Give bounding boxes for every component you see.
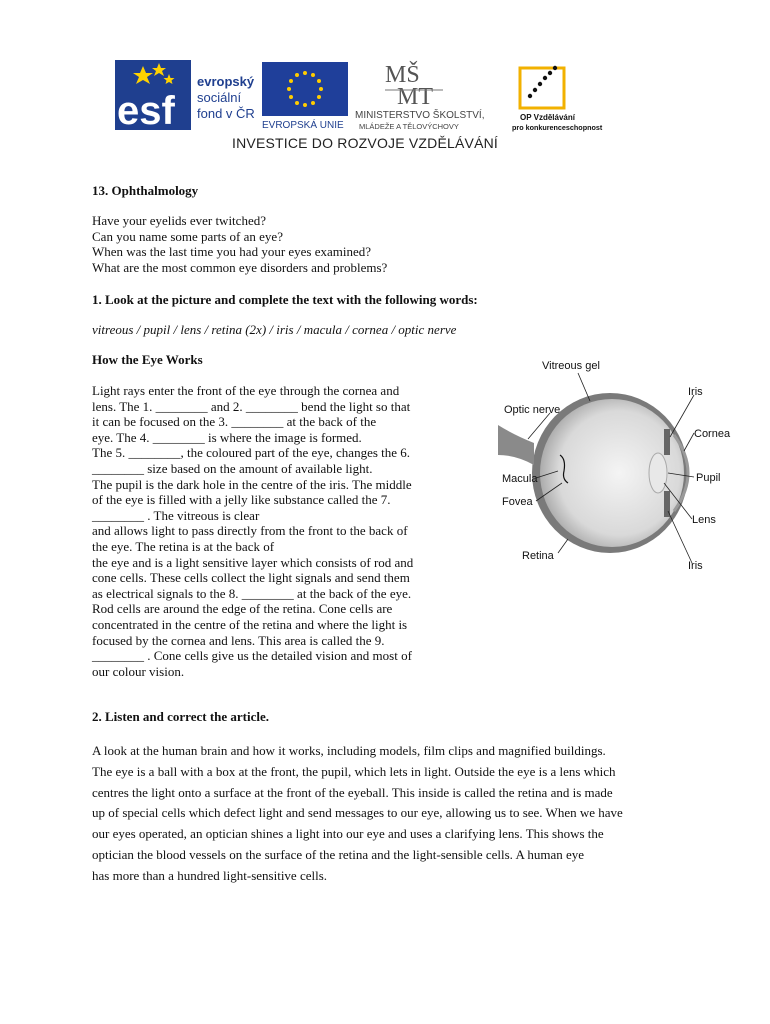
text-line: of the eye is filled with a jelly like substance called the 7. [92,492,391,508]
svg-text:MT: MT [397,84,433,110]
text-line: ________ . The vitreous is clear [92,507,260,523]
msmt-logo [355,60,500,132]
text-line: Rod cells are around the edge of the retina. Cone cells are [92,601,393,617]
text-line: focused by the cornea and lens. This area is called the 9. [92,632,385,648]
text-line: lens. The 1. ________ and 2. ________ bend the light so that [92,398,411,414]
text-line: the eye. The retina is at the back of [92,538,275,554]
text-line: concentrated in the centre of the retina and where the light is [92,616,408,632]
question: Can you name some parts of an eye? [92,228,283,244]
lens-shape [649,453,667,493]
svg-text:fond v ČR: fond v ČR [197,106,255,121]
text-line: The 5. ________, the coloured part of the eye, changes the 6. [92,445,411,461]
svg-text:MLÁDEŽE A TĚLOVÝCHOVY: MLÁDEŽE A TĚLOVÝCHOVY [359,122,459,131]
article-line: has more than a hundred light-sensitive cells. [92,867,328,883]
text-line: our colour vision. [92,663,185,679]
optic-nerve-shape [498,425,534,465]
label-retina: Retina [522,550,554,562]
section-subtitle: How the Eye Works [92,352,203,367]
label-macula: Macula [502,473,538,485]
op-logo [512,62,607,132]
label-lens: Lens [692,514,716,526]
text-line: it can be focused on the 3. ________ at the back of the [92,414,377,430]
article-line: The eye is a ball with a box at the front, the pupil, which lets in light. Outside the eye is a lens which [92,763,616,779]
label-fovea: Fovea [502,496,533,508]
question: Have your eyelids ever twitched? [92,213,266,228]
label-iris-top: Iris [688,386,703,398]
text-line: and allows light to pass directly from the front to the back of [92,523,408,539]
word-bank: vitreous / pupil / lens / retina (2x) / iris / macula / cornea / optic nerve [92,322,457,337]
esf-logo [115,60,255,130]
svg-text:EVROPSKÁ UNIE: EVROPSKÁ UNIE [262,120,344,130]
eu-flag-logo [262,62,348,130]
text-line: as electrical signals to the 8. ________ at the back of the eye. [92,585,412,601]
article-line: A look at the human brain and how it works, including models, film clips and magnified buildings. [92,743,606,758]
svg-text:evropský: evropský [197,74,255,89]
svg-text:pro konkurenceschopnost: pro konkurenceschopnost [512,123,603,132]
text-line: The pupil is the dark hole in the centre of the iris. The middle [92,476,412,492]
article-text [92,743,692,889]
svg-text:OP Vzdělávání: OP Vzdělávání [520,113,575,122]
warmup-questions [92,213,387,275]
text-line: ________ . Cone cells give us the detailed vision and most of [92,648,412,664]
svg-text:MŠ: MŠ [385,62,420,88]
label-optic-nerve: Optic nerve [504,404,561,416]
task2-instruction: 2. Listen and correct the article. [92,709,270,724]
text-line: cone cells. These cells collect the light signals and send them [92,570,410,586]
article-line: our eyes operated, an optician shines a light into our eye and uses a clarifying lens. This shows the [92,826,604,842]
svg-text:MINISTERSTVO ŠKOLSTVÍ,: MINISTERSTVO ŠKOLSTVÍ, [355,110,485,121]
label-pupil: Pupil [696,472,721,484]
text-line: ________ size based on the amount of available light. [92,460,373,476]
eye-text [92,383,413,679]
svg-text:sociální: sociální [197,90,242,105]
label-iris-bottom: Iris [688,560,703,572]
article-line: up of special cells which defect light and send messages to our eye, allowing us to see. When we have [92,805,623,821]
page-title: 13. Ophthalmology [92,183,199,198]
text-line: eye. The 4. ________ is where the image is formed. [92,429,362,445]
question: When was the last time you had your eyes examined? [92,244,372,260]
text-line: Light rays enter the front of the eye through the cornea and [92,383,400,398]
question: What are the most common eye disorders and problems? [92,259,388,275]
article-line: optician the blood vessels on the surface of the retina and the light-sensible cells. A human eye [92,846,585,862]
text-line: the eye and is a light sensitive layer which consists of rod and [92,554,414,570]
program-caption: INVESTICE DO ROZVOJE VZDĚLÁVÁNÍ [232,135,499,151]
eye-diagram [498,355,738,580]
label-cornea: Cornea [694,428,731,440]
iris-shape [664,429,670,455]
article-line: centres the light onto a surface at the front of the eyeball. This inside is called the retina and is made [92,784,613,800]
label-vitreous-gel: Vitreous gel [542,360,600,372]
task1-instruction: 1. Look at the picture and complete the text with the following words: [92,292,478,307]
esf-letters: esf [117,89,175,130]
